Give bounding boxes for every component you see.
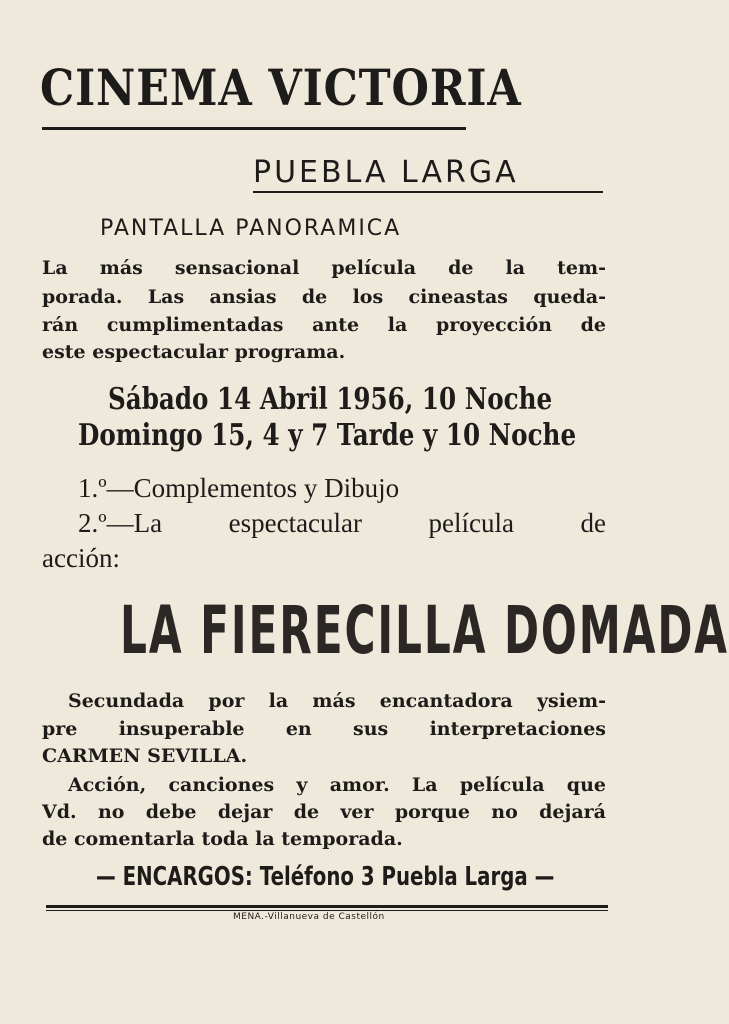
film-title: LA FIERECILLA DOMADA bbox=[120, 592, 729, 669]
bottom-rule-thin bbox=[46, 910, 608, 911]
show-date-sunday: Domingo 15, 4 y 7 Tarde y 10 Noche bbox=[78, 418, 577, 453]
printer-credit: MENA.-Villanueva de Castellón bbox=[233, 912, 385, 922]
closing-line: de comentarla toda la temporada. bbox=[42, 828, 403, 850]
program-item-1: 1.º—Complementos y Dibujo bbox=[78, 473, 400, 503]
town-underline bbox=[253, 191, 603, 193]
closing-line: Acción, canciones y amor. La película que bbox=[68, 774, 606, 796]
cast-line: CARMEN SEVILLA. bbox=[42, 745, 248, 767]
cinema-name: CINEMA VICTORIA bbox=[40, 58, 522, 117]
town-name: PUEBLA LARGA bbox=[253, 155, 519, 190]
orders-contact: — ENCARGOS: Teléfono 3 Puebla Larga — bbox=[96, 862, 555, 892]
intro-line: rán cumplimentadas ante la proyección de bbox=[42, 314, 606, 336]
intro-line: este espectacular programa. bbox=[42, 341, 346, 363]
show-date-saturday: Sábado 14 Abril 1956, 10 Noche bbox=[108, 382, 553, 417]
intro-line: porada. Las ansias de los cineastas queda- bbox=[42, 286, 606, 308]
title-underline bbox=[42, 127, 466, 130]
closing-line: Vd. no debe dejar de ver porque no dejará bbox=[42, 801, 606, 823]
screen-format: PANTALLA PANORAMICA bbox=[100, 216, 402, 241]
bottom-rule bbox=[46, 905, 608, 908]
intro-line: La más sensacional película de la tem- bbox=[42, 257, 606, 279]
program-item-2: 2.º—La espectacular película de bbox=[78, 508, 606, 538]
cast-line: Secundada por la más encantadora ysiem- bbox=[68, 690, 606, 712]
cast-line: pre insuperable en sus interpretaciones bbox=[42, 718, 606, 740]
program-item-2-continued: acción: bbox=[42, 543, 120, 573]
